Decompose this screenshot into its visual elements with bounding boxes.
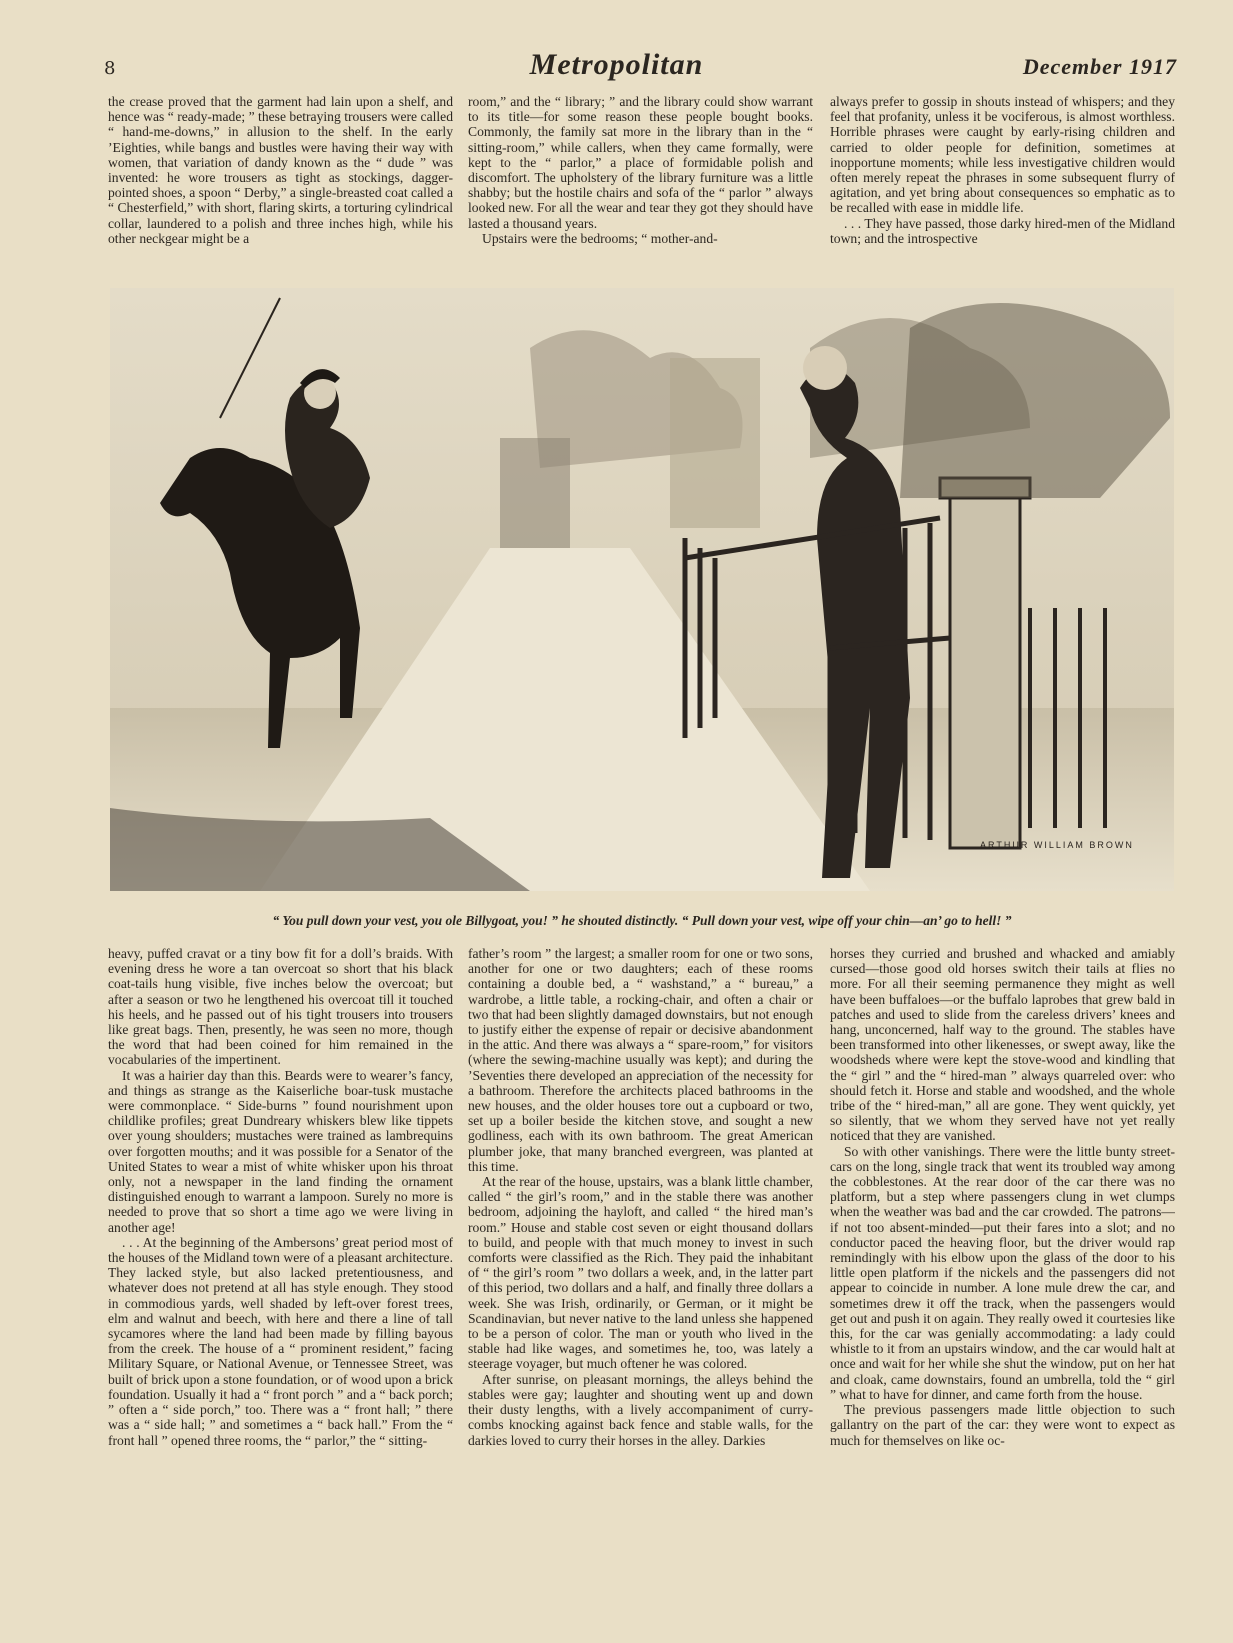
- paragraph: father’s room ” the largest; a smaller room for one or two sons, another for one or two daughters; each of these rooms containing a double bed, a “ washstand,” a “ bureau,” a wardrobe, a little table, a rocking-chair, and often a chair or two that had been slightly damaged downstairs, but not enough to justify either the expense of repair or decisive abandonment in the attic. And there was always a “ spare-room,” for visitors (where the sewing-machine usually was kept); and during the ’Seventies there developed an appreciation of the necessity for a bathroom. Therefore the architects placed bathrooms in the new houses, and the older houses tore out a cupboard or two, set up a boiler beside the kitchen stove, and sought a new godliness, each with its own bathroom. The great American plumber joke, that many branched evergreen, was planted at this time.: [468, 946, 813, 1174]
- bottom-column-2: [468, 946, 813, 1566]
- paragraph: . . . At the beginning of the Ambersons’ great period most of the houses of the Midland town were of a pleasant architecture. They lacked style, but also lacked pretentiousness, and whatever does not pretend at all has style enough. They stood in commodious yards, well shaded by left-over forest trees, elm and walnut and beech, with here and there a line of tall sycamores where the land had been made by filling bayous from the creek. The house of a “ prominent resident,” facing Military Square, or National Avenue, or Tennessee Street, was built of brick upon a stone foundation, or of wood upon a brick foundation. Usually it had a “ front porch ” and a “ back porch; ” often a “ side porch,” too. There was a “ front hall; ” there was a “ side hall; ” and sometimes a “ back hall.” From the “ front hall ” opened three rooms, the “ parlor,” the “ sitting-: [108, 1234, 453, 1448]
- paragraph: . . . They have passed, those darky hired-men of the Midland town; and the introspective: [830, 215, 1175, 246]
- illustration-girl-on-horse-and-old-man-at-gate: [110, 288, 1174, 891]
- bottom-column-3: [830, 946, 1175, 1566]
- paragraph: Upstairs were the bedrooms; “ mother-and-: [482, 230, 718, 246]
- paragraph: the crease proved that the garment had lain upon a shelf, and hence was “ ready-made; ” these betraying trousers were called “ hand-me-downs,” in allusion to the shelf. In the early ’Eighties, while bangs and bustles were having their way with women, that variation of dandy known as the “ dude ” was invented: he wore trousers as tight as stockings, dagger-pointed shoes, a spoon “ Derby,” a single-breasted coat called a “ Chesterfield,” with short, flaring skirts, a torturing cylindrical collar, laundered to a polish and three inches high, while his other neckgear might be a: [108, 94, 453, 246]
- paragraph: The previous passengers made little objection to such gallantry on the part of the car: they were wont to expect as much for themselves on like oc-: [830, 1402, 1175, 1448]
- paragraph: After sunrise, on pleasant mornings, the alleys behind the stables were gay; laughter and shouting went up and down their dusty lengths, with a lively accompaniment of curry-combs knocking against back fence and stable walls, for the darkies loved to curry their horses in the alley. Darkies: [468, 1371, 813, 1448]
- paragraph: At the rear of the house, upstairs, was a blank little chamber, called “ the girl’s room,” and in the stable there was another bedroom, adjoining the hayloft, and called “ the hired man’s room.” House and stable cost seven or eight thousand dollars to build, and people with that much money to invest in such comforts were classified as the Rich. They paid the inhabitant of “ the girl’s room ” two dollars a week, and, in the latter part of this period, two dollars and a half, and finally three dollars a week. She was Irish, ordinarily, or German, or it might be Scandinavian, but never native to the land unless she happened to be a person of color. The man or youth who lived in the stable had like wages, and sometimes he, too, was lately a steerage voyager, but much oftener he was colored.: [468, 1174, 813, 1372]
- bottom-column-1: [108, 946, 453, 1566]
- top-column-3: [830, 94, 1175, 274]
- paragraph: heavy, puffed cravat or a tiny bow fit for a doll’s braids. With evening dress he wore a tan overcoat so short that his black coat-tails hung visible, five inches below the overcoat; but after a season or two he lengthened his overcoat till it touched his heels, and he passed out of his tight trousers into trousers like great bags. Then, presently, he was seen no more, though the word that had been coined for him remained in the vocabularies of the impertinent.: [108, 946, 453, 1068]
- page-number: 8: [104, 58, 116, 79]
- paragraph: horses they curried and brushed and whacked and amiably cursed—those good old horses switch their tails at flies no more. For all their seeming permanence they might as well have been buffaloes—or the buffalo laprobes that grew bald in patches and used to slide from the careless drivers’ knees and hang, unconcerned, half way to the ground. The stables have been transformed into other likenesses, or swept away, like the woodsheds where were kept the stove-wood and kindling that the “ girl ” and the “ hired-man ” always quarreled over: who should fetch it. Horse and stable and woodshed, and the whole tribe of the “ hired-man,” all are gone. They went quickly, yet so silently, that we whom they served have not yet really noticed that they are vanished.: [830, 946, 1175, 1144]
- paragraph: So with other vanishings. There were the little bunty street-cars on the long, single track that went its troubled way among the cobblestones. At the rear door of the car there was no platform, but a step where passengers clung in wet clumps when the weather was bad and the car crowded. The patrons—if not too absent-minded—put their fares into a slot; and no conductor paced the heaving floor, but the driver would rap remindingly with his elbow upon the glass of the door to his little open platform if the nickels and the passengers did not appear to coincide in number. A lone mule drew the car, and sometimes drew it off the track, when the passengers would get out and push it on again. They really owed it courtesies like this, for the car was genially accommodating: a lady could whistle to it from an upstairs window, and the car would halt at once and wait for her while she shut the window, put on her hat and cloak, came downstairs, found an umbrella, told the “ girl ” what to have for dinner, and came forth from the house.: [830, 1143, 1175, 1402]
- masthead-title: Metropolitan: [529, 48, 704, 81]
- issue-date: December 1917: [1022, 54, 1177, 79]
- top-column-2: [468, 94, 813, 274]
- paragraph: room,” and the “ library; ” and the library could show warrant to its title—for some reason these people bought books. Commonly, the family sat more in the library than in the “ sitting-room,” while callers, when they came formally, were kept to the “ parlor,” a place of formidable polish and discomfort. The upholstery of the library furniture was a little shabby; but the hostile chairs and sofa of the “ parlor ” always looked new. For all the wear and tear they got they should have lasted a thousand years.: [468, 94, 813, 231]
- illustration-signature: ARTHUR WILLIAM BROWN: [980, 840, 1134, 850]
- top-column-1: [108, 94, 453, 274]
- illustration-drawing: [110, 288, 1174, 891]
- paragraph: It was a hairier day than this. Beards were to wearer’s fancy, and things as strange as the Kaiserliche boar-tusk mustache were commonplace. “ Side-burns ” found nourishment upon childlike profiles; great Dundreary whiskers blew like tippets over young shoulders; mustaches were trained as lambrequins over forgotten mouths; and it was possible for a Senator of the United States to wear a mist of white whisker upon his throat only, not a newspaper in the land finding the ornament distinguished enough to warrant a lampoon. Surely no more is needed to prove that so short a time ago we were living in another age!: [108, 1067, 453, 1235]
- page-header: [0, 48, 1233, 88]
- illustration-caption: “ You pull down your vest, you ole Billygoat, you! ” he shouted distinctly. “ Pull down your vest, wipe off your chin—an’ go to hell! ”: [272, 913, 1012, 928]
- paragraph: always prefer to gossip in shouts instead of whispers; and they feel that profanity, unless it be vociferous, is almost worthless. Horrible phrases were caught by early-rising children and carried to older people for definition, sometimes at inopportune moments; while less investigative children would often merely repeat the phrases in some subsequent flurry of agitation, and yet bring about consequences so emphatic as to be recalled with ease in middle life.: [830, 94, 1175, 216]
